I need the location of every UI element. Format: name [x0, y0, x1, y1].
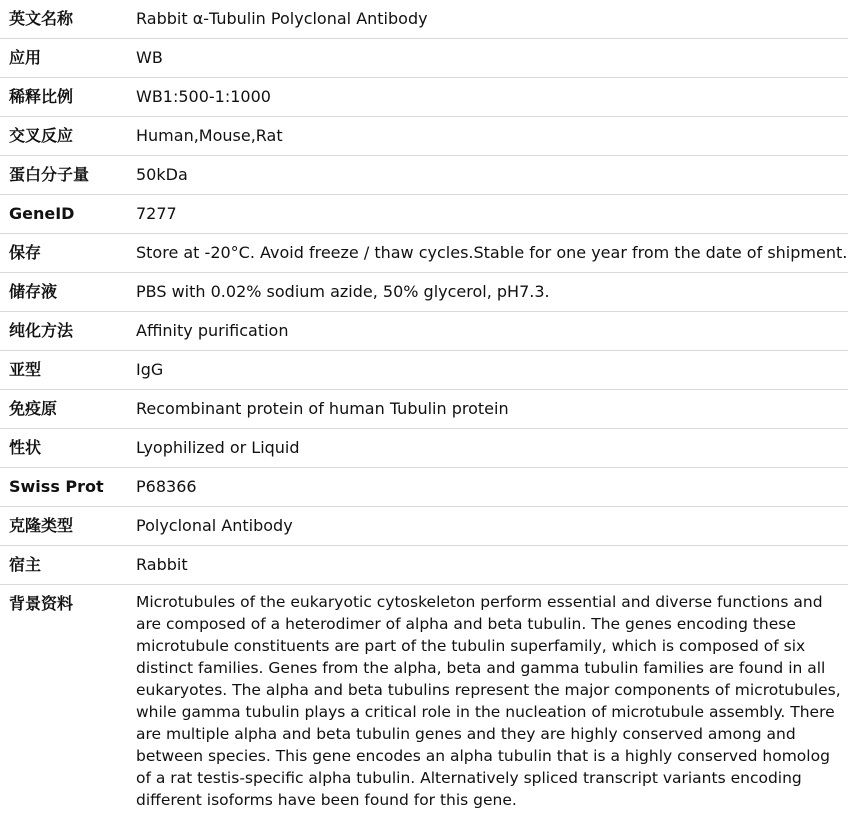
spec-value: Store at -20°C. Avoid freeze / thaw cycles.Stable for one year from the date of shipment.	[125, 234, 848, 273]
spec-label: 免疫原	[0, 390, 125, 429]
spec-row-clonality	[0, 507, 848, 546]
spec-label: 亚型	[0, 351, 125, 390]
spec-row-reactivity	[0, 117, 848, 156]
spec-row-form	[0, 429, 848, 468]
spec-row-immunogen	[0, 390, 848, 429]
spec-value: Polyclonal Antibody	[125, 507, 848, 546]
spec-row-isotype	[0, 351, 848, 390]
spec-value: 50kDa	[125, 156, 848, 195]
spec-row-gene-id	[0, 195, 848, 234]
spec-value: Affinity purification	[125, 312, 848, 351]
spec-value: Human,Mouse,Rat	[125, 117, 848, 156]
spec-label: 英文名称	[0, 0, 125, 39]
spec-row-purification	[0, 312, 848, 351]
spec-row-swiss-prot	[0, 468, 848, 507]
spec-value: Recombinant protein of human Tubulin protein	[125, 390, 848, 429]
background-description: Microtubules of the eukaryotic cytoskeleton perform essential and diverse functions and are composed of a heterodimer of alpha and beta tubulin. The genes encoding these microtubule constituents are part of the tubulin superfamily, which is composed of six distinct families. Genes from the alpha, beta and gamma tubulin families are found in all eukaryotes. The alpha and beta tubulins represent the major components of microtubules, while gamma tubulin plays a critical role in the nucleation of microtubule assembly. There are multiple alpha and beta tubulin genes and they are highly conserved among and between species. This gene encodes an alpha tubulin that is a highly conserved homolog of a rat testis-specific alpha tubulin. Alternatively spliced transcript variants encoding different isoforms have been found for this gene.	[136, 593, 841, 809]
spec-row-molecular-weight	[0, 156, 848, 195]
spec-value: 7277	[125, 195, 848, 234]
spec-row-storage	[0, 234, 848, 273]
spec-label: 蛋白分子量	[0, 156, 125, 195]
spec-value: WB1:500-1:1000	[125, 78, 848, 117]
spec-row-dilution	[0, 78, 848, 117]
spec-value: P68366	[125, 468, 848, 507]
spec-label: 克隆类型	[0, 507, 125, 546]
spec-label: 宿主	[0, 546, 125, 585]
spec-label: 保存	[0, 234, 125, 273]
spec-label: 交叉反应	[0, 117, 125, 156]
spec-label: 纯化方法	[0, 312, 125, 351]
spec-row-english-name	[0, 0, 848, 39]
spec-value: Lyophilized or Liquid	[125, 429, 848, 468]
spec-label: 背景资料	[9, 594, 74, 613]
spec-label: 储存液	[0, 273, 125, 312]
spec-label: Swiss Prot	[0, 468, 125, 507]
spec-row-host	[0, 546, 848, 585]
spec-row-background	[0, 585, 848, 812]
spec-value: Rabbit	[125, 546, 848, 585]
spec-row-application	[0, 39, 848, 78]
spec-row-buffer	[0, 273, 848, 312]
spec-label: 应用	[0, 39, 125, 78]
spec-label: 性状	[0, 429, 125, 468]
spec-label: 稀释比例	[0, 78, 125, 117]
spec-value: WB	[125, 39, 848, 78]
spec-value: IgG	[125, 351, 848, 390]
spec-value: Rabbit α-Tubulin Polyclonal Antibody	[125, 0, 848, 39]
spec-label: GeneID	[0, 195, 125, 234]
spec-value: PBS with 0.02% sodium azide, 50% glycerol, pH7.3.	[125, 273, 848, 312]
